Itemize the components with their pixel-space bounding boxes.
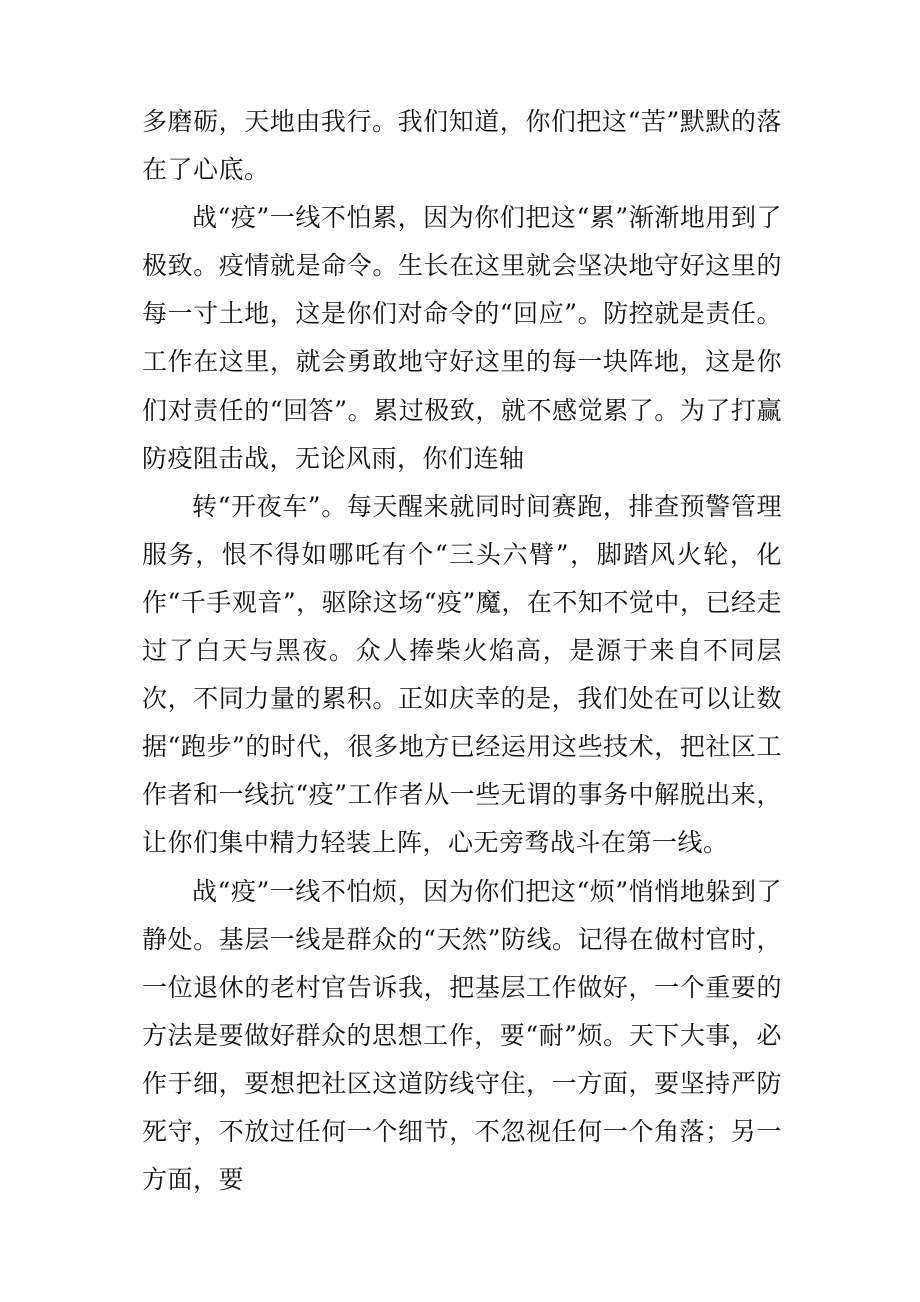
paragraph-1: 多磨砺，天地由我行。我们知道，你们把这“苦”默默的落在了心底。 — [142, 107, 782, 185]
paragraph-2: 战“疫”一线不怕累，因为你们把这“累”渐渐地用到了极致。疫情就是命令。生长在这里就会坚决地守好这里的每一寸土地，这是你们对命令的“回应”。防控就是责任。工作在这里，就会勇敢地守好这里的每一块阵地，这是你们对责任的“回答”。累过极致，就不感觉累了。为了打赢防疫阻击战，无论风雨，你们连轴 — [142, 203, 782, 473]
document-body — [142, 98, 782, 1204]
paragraph-3: 转“开夜车”。每天醒来就同时间赛跑，排查预警管理服务，恨不得如哪吒有个“三头六臂”，脚踏风火轮，化作“千手观音”，驱除这场“疫”魔，在不知不觉中，已经走过了白天与黑夜。众人捧柴火焰高，是源于来自不同层次，不同力量的累积。正如庆幸的是，我们处在可以让数据“跑步”的时代，很多地方已经运用这些技术，把社区工作者和一线抗“疫”工作者从一些无谓的事务中解脱出来，让你们集中精力轻装上阵，心无旁骛战斗在第一线。 — [142, 491, 782, 858]
paragraph-4: 战“疫”一线不怕烦，因为你们把这“烦”悄悄地躲到了静处。基层一线是群众的“天然”防线。记得在做村官时，一位退休的老村官告诉我，把基层工作做好，一个重要的方法是要做好群众的思想工作，要“耐”烦。天下大事，必作于细，要想把社区这道防线守住，一方面，要坚持严防死守，不放过任何一个细节，不忽视任何一个角落；另一方面，要 — [142, 876, 782, 1195]
